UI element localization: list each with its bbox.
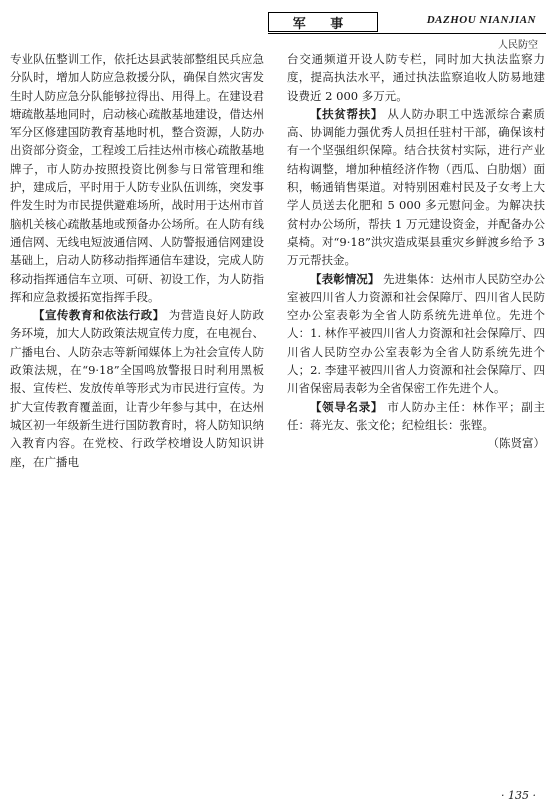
paragraph-publicity <box>10 306 264 471</box>
leadership-text: 市人防办主任：林作平；副主任：蒋光友、张文伦；纪检组长：张铿。 <box>287 399 546 432</box>
publicity-heading: 【宣传教育和依法行政】 <box>33 308 165 323</box>
paragraph-commendation <box>287 270 545 398</box>
paragraph-continued-right: 台交通频道开设人防专栏，同时加大执法监察力度，提高执法水平，通过执法监察追收人防易地建设费近 2 000 多万元。 <box>287 52 545 103</box>
paragraph-poverty-aid <box>287 105 545 270</box>
author-credit: （陈贤富） <box>487 436 545 451</box>
commendation-text: 先进集体：达州市人民防空办公室被四川省人力资源和社会保障厅、四川省人民防空办公室表彰为全省人防系统先进单位。先进个人：1. 林作平被四川省人力资源和社会保障厅、四川省人民防空办公室表彰为全省人防系统先进个人；2. 李建平被四川省人力资源和社会保障厅、四川省保密局表彰为全省保密工作先进个人。 <box>287 271 546 396</box>
subsection-label: 人民防空 <box>498 40 538 51</box>
poverty-aid-text: 从人防办职工中选派综合素质高、协调能力强优秀人员担任驻村干部，确保该村有一个坚强组织保障。结合扶贫村实际，进行产业结构调整，增加种植经济作物（西瓜、白肋烟）面积，畅通销售渠道。对特别困难村民及子女考上大学人员送去化肥和 5 000 多元慰问金。为解决扶贫村办公场所，帮扶 1 万元建设资金，并配备办公桌椅。对“9·18”洪灾造成渠县重灾乡鲜渡乡给予 3 万元帮扶金。 <box>287 106 546 268</box>
yearbook-title: DAZHOU NIANJIAN <box>426 14 536 26</box>
header-rule <box>268 33 546 34</box>
page-header <box>268 12 546 51</box>
poverty-aid-heading: 【扶贫帮扶】 <box>310 106 384 121</box>
section-label: 军 事 <box>268 12 378 32</box>
page-number: · 135 · <box>501 789 536 802</box>
commendation-heading: 【表彰情况】 <box>310 271 380 286</box>
paragraph-continued: 专业队伍整训工作，依托达县武装部整组民兵应急分队时，增加人防应急救援分队，确保自然灾害发生时人防应急分队能够拉得出、用得上。在建设君塘疏散基地同时，启动核心疏散基地建设，借达州军分区修建国防教育基地时机，整合资源，人防办出资部分资金，工程竣工后挂达州市核心疏散基地牌子，市人防办按照投资比例参与日常管理和维护，建成后，平时用于人防专业队伍训练，突发事件发生时为市民提供避难场所，战时用于达州市首脑机关核心疏散基地或预备办公场所。在人防有线通信网、无线电短波通信网、人防警报通信网建设基础上，启动人防移动指挥通信车建设，完成人防移动指挥通信车立项、可研、初设工作，为人防指挥和应急救援拓宽指挥手段。 <box>10 52 264 304</box>
publicity-text: 为营造良好人防政务环境，加大人防政策法规宣传力度，在电视台、广播电台、人防杂志等新闻媒体上为社会宣传人防政策法规，在“9·18”全国鸣放警报日时利用黑板报、宣传栏、发放传单等形式为市民进行宣传。为扩大宣传教育覆盖面，让青少年参与其中，在达州城区初一年级新生进行国防教育时，将人防知识纳入教育内容。在党校、行政学校增设人防知识讲座，在广播电 <box>10 308 265 469</box>
paragraph-leadership <box>287 398 545 435</box>
left-column <box>10 50 264 471</box>
right-column <box>287 50 545 453</box>
leadership-heading: 【领导名录】 <box>310 399 384 414</box>
